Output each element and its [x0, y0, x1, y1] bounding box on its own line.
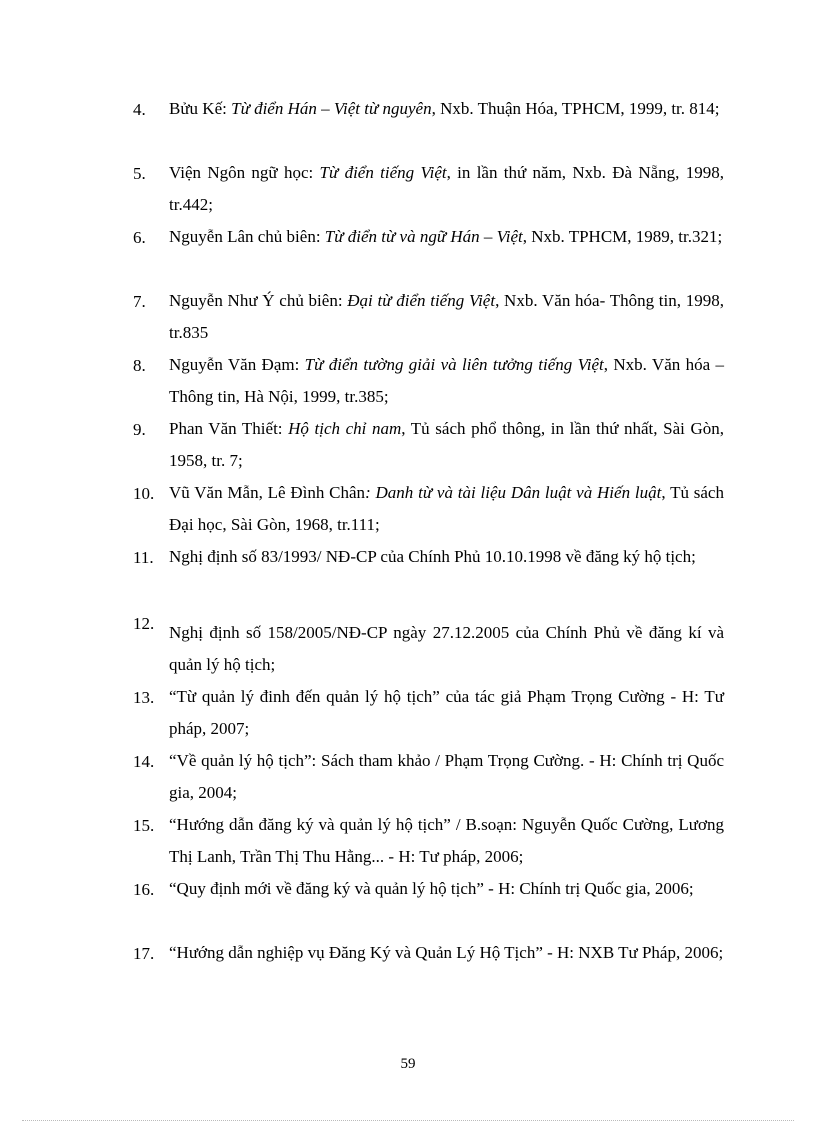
reference-text-segment: “Hướng dẫn đăng ký và quản lý hộ tịch” / B.soạn: Nguyễn Quốc Cường, Lương Thị Lanh, Trần Thị Thu Hằng... - H: Tư pháp, 2006;	[169, 815, 724, 866]
reference-text-segment: , Tủ sách Đại học, Sài Gòn, 1968, tr.111;	[169, 483, 724, 534]
reference-text	[169, 221, 724, 253]
reference-text-segment: , Nxb. Thuận Hóa, TPHCM, 1999, tr. 814;	[431, 99, 720, 118]
reference-text	[169, 541, 724, 573]
reference-text-segment: “Về quản lý hộ tịch”: Sách tham khảo / Phạm Trọng Cường. - H: Chính trị Quốc gia, 2004;	[169, 751, 724, 802]
reference-title: Từ điển từ và ngữ Hán – Việt	[324, 227, 523, 246]
reference-text-segment: Vũ Văn Mẫn, Lê Đình Chân	[169, 483, 366, 502]
reference-title: Từ điển Hán – Việt từ nguyên	[231, 99, 432, 118]
reference-title: Từ điển tiếng Việt	[319, 163, 447, 182]
reference-text	[169, 349, 724, 413]
reference-text	[169, 285, 724, 349]
reference-text	[169, 873, 724, 905]
reference-title: Đại từ điển tiếng Việt	[347, 291, 496, 310]
reference-number: 17.	[133, 944, 155, 963]
reference-text	[169, 93, 724, 125]
reference-text	[169, 745, 724, 809]
page-number: 59	[400, 1056, 416, 1072]
reference-text	[169, 681, 724, 745]
reference-text-segment: , in lần thứ năm, Nxb. Đà Nẵng, 1998, tr.442;	[169, 163, 724, 214]
reference-number: 16.	[133, 880, 155, 899]
reference-number: 14.	[133, 752, 155, 771]
reference-text	[169, 413, 724, 477]
reference-number: 13.	[133, 688, 155, 707]
reference-number: 4.	[133, 100, 146, 119]
reference-text-segment: Nghị định số 158/2005/NĐ-CP ngày 27.12.2005 của Chính Phủ về đăng kí và quản lý hộ tịch;	[169, 623, 724, 674]
reference-number: 7.	[133, 292, 146, 311]
reference-text	[169, 617, 724, 681]
reference-title: Từ điển tường giải và liên tưởng tiếng Việt	[304, 355, 604, 374]
reference-text-segment: Nguyễn Lân chủ biên:	[169, 227, 325, 246]
reference-text	[169, 477, 724, 541]
reference-text-segment: Phan Văn Thiết:	[169, 419, 289, 438]
reference-number: 5.	[133, 164, 146, 183]
reference-number: 8.	[133, 356, 146, 375]
reference-text-segment: , Nxb. Văn hóa – Thông tin, Hà Nội, 1999, tr.385;	[169, 355, 724, 406]
reference-text-segment: “Hướng dẫn nghiệp vụ Đăng Ký và Quản Lý Hộ Tịch” - H: NXB Tư Pháp, 2006;	[169, 943, 724, 962]
reference-text-segment: “Quy định mới về đăng ký và quản lý hộ tịch” - H: Chính trị Quốc gia, 2006;	[169, 879, 694, 898]
reference-number: 6.	[133, 228, 146, 247]
reference-title: : Danh từ và tài liệu Dân luật và Hiến luật	[365, 483, 662, 502]
reference-text-segment: Nghị định số 83/1993/ NĐ-CP của Chính Phủ 10.10.1998 về đăng ký hộ tịch;	[169, 547, 696, 566]
reference-text-segment: Nguyễn Văn Đạm:	[169, 355, 305, 374]
reference-text	[169, 937, 724, 969]
reference-number: 10.	[133, 484, 155, 503]
reference-text	[169, 157, 724, 221]
reference-text-segment: Bửu Kế:	[169, 99, 232, 118]
reference-text-segment: Viện Ngôn ngữ học:	[169, 163, 320, 182]
reference-number: 12.	[133, 614, 155, 633]
reference-text-segment: , Nxb. TPHCM, 1989, tr.321;	[522, 227, 723, 246]
reference-text-segment: , Nxb. Văn hóa- Thông tin, 1998, tr.835	[169, 291, 724, 342]
reference-text-segment: “Từ quản lý đinh đến quản lý hộ tịch” của tác giả Phạm Trọng Cường - H: Tư pháp, 2007;	[169, 687, 724, 738]
reference-text-segment: Nguyễn Như Ý chủ biên:	[169, 291, 348, 310]
reference-number: 11.	[133, 548, 154, 567]
reference-number: 15.	[133, 816, 155, 835]
reference-text-segment: , Tủ sách phổ thông, in lần thứ nhất, Sài Gòn, 1958, tr. 7;	[169, 419, 724, 470]
reference-text	[169, 809, 724, 873]
reference-number: 9.	[133, 420, 146, 439]
reference-title: Hộ tịch chỉ nam	[288, 419, 402, 438]
page-bottom-border	[22, 1120, 794, 1121]
